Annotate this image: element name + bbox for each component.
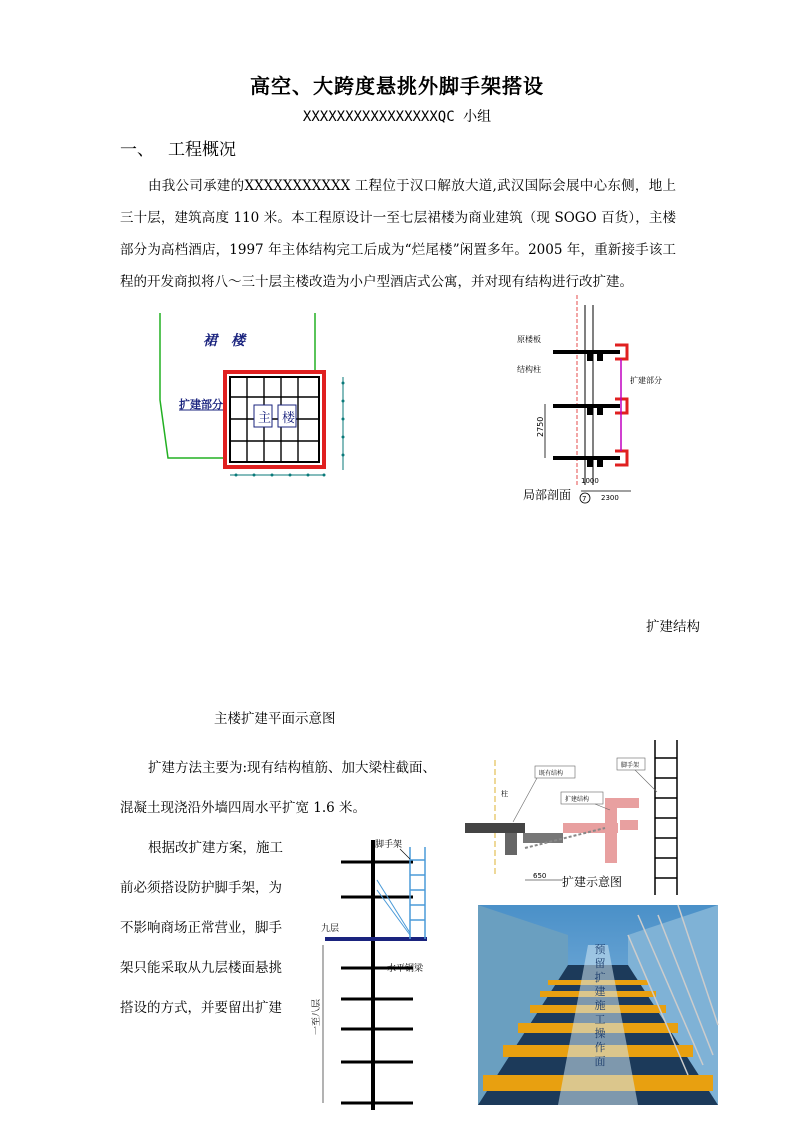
plan-diagram <box>150 305 360 485</box>
caption-expansion-structure: 扩建结构 <box>646 619 700 635</box>
expansion-label-scaffold: 脚手架 <box>621 762 640 769</box>
render-char: 建 <box>594 985 606 998</box>
expansion-label-expansion: 扩建结构 <box>565 796 590 803</box>
plan-label-expansion: 扩建部分 <box>179 398 223 411</box>
render-photo <box>478 905 718 1105</box>
render-char: 操 <box>594 1027 606 1040</box>
render-char: 作 <box>594 1041 606 1054</box>
expansion-caption: 扩建示意图 <box>562 875 623 889</box>
plan-label-main-2: 楼 <box>282 411 296 426</box>
section-title: 工程概况 <box>168 140 236 160</box>
intro-paragraph: 由我公司承建的XXXXXXXXXXX 工程位于汉口解放大道,武汉国际会展中心东侧，地上三十层，建筑高度 110 米。本工程原设计一至七层裙楼为商业建筑（现 SOGO 百货），主楼部分为高档酒店，1997 年主体结构完工后成为“烂尾楼”闲置多年。2005 年，重新接手该工程的开发商拟将八～三十层主楼改造为小户型酒店式公寓，并对现有结构进行改扩建。 <box>120 178 676 290</box>
section-heading <box>120 135 236 160</box>
method2-line-1: 根据改扩建方案，施工 <box>148 840 283 856</box>
expansion-dim: 650 <box>533 872 547 880</box>
render-char: 工 <box>594 1013 606 1026</box>
document-subtitle: XXXXXXXXXXXXXXXXQC 小组 <box>302 109 492 125</box>
expansion-label-existing: 既有结构 <box>539 770 564 777</box>
elevation-label-scaffold: 脚手架 <box>375 840 403 850</box>
section-label-expansion: 扩建部分 <box>630 376 662 385</box>
method2-line-5: 搭设的方式，并要留出扩建 <box>120 1000 282 1016</box>
document-title: 高空、大跨度悬挑外脚手架搭设 <box>250 74 544 98</box>
expansion-label-column: 柱 <box>501 790 508 798</box>
expansion-diagram <box>465 740 685 895</box>
section-label-floor: 原楼板 <box>517 335 541 344</box>
render-vertical-text <box>593 943 607 1069</box>
method2-line-3: 不影响商场正常营业，脚手 <box>120 920 282 936</box>
elevation-label-floors: 一至八层 <box>312 998 322 1035</box>
section-label-column: 结构柱 <box>517 365 541 374</box>
section-dim-bottom: 2300 <box>601 494 619 502</box>
method2-line-4: 架只能采取从九层楼面悬挑 <box>120 960 282 976</box>
render-char: 施 <box>594 999 606 1012</box>
elevation-label-beam: 水平钢梁 <box>387 964 424 974</box>
render-char: 预 <box>594 943 606 956</box>
plan-label-main-1: 主 <box>258 411 272 426</box>
section-caption-local: 局部剖面 <box>523 488 572 502</box>
method-line-2: 混凝土现浇沿外墙四周水平扩宽 1.6 米。 <box>120 800 367 816</box>
render-char: 面 <box>594 1055 606 1068</box>
section-dim-height: 2750 <box>536 416 545 437</box>
section-dim-small: 1000 <box>581 477 599 485</box>
elevation-label-floor9: 九层 <box>321 924 340 934</box>
method-line-1: 扩建方法主要为:现有结构植筋、加大梁柱截面、 <box>148 760 437 776</box>
plan-label-podium: 裙 楼 <box>203 333 245 349</box>
section-number: 一、 <box>120 140 154 160</box>
render-char: 留 <box>594 957 606 970</box>
caption-plan: 主楼扩建平面示意图 <box>214 711 336 727</box>
section-axis-number: 7 <box>582 495 587 503</box>
scaffold-elevation <box>305 835 465 1115</box>
section-diagram <box>515 295 662 505</box>
render-char: 扩 <box>594 971 606 984</box>
method2-line-2: 前必须搭设防护脚手架，为 <box>120 880 282 896</box>
